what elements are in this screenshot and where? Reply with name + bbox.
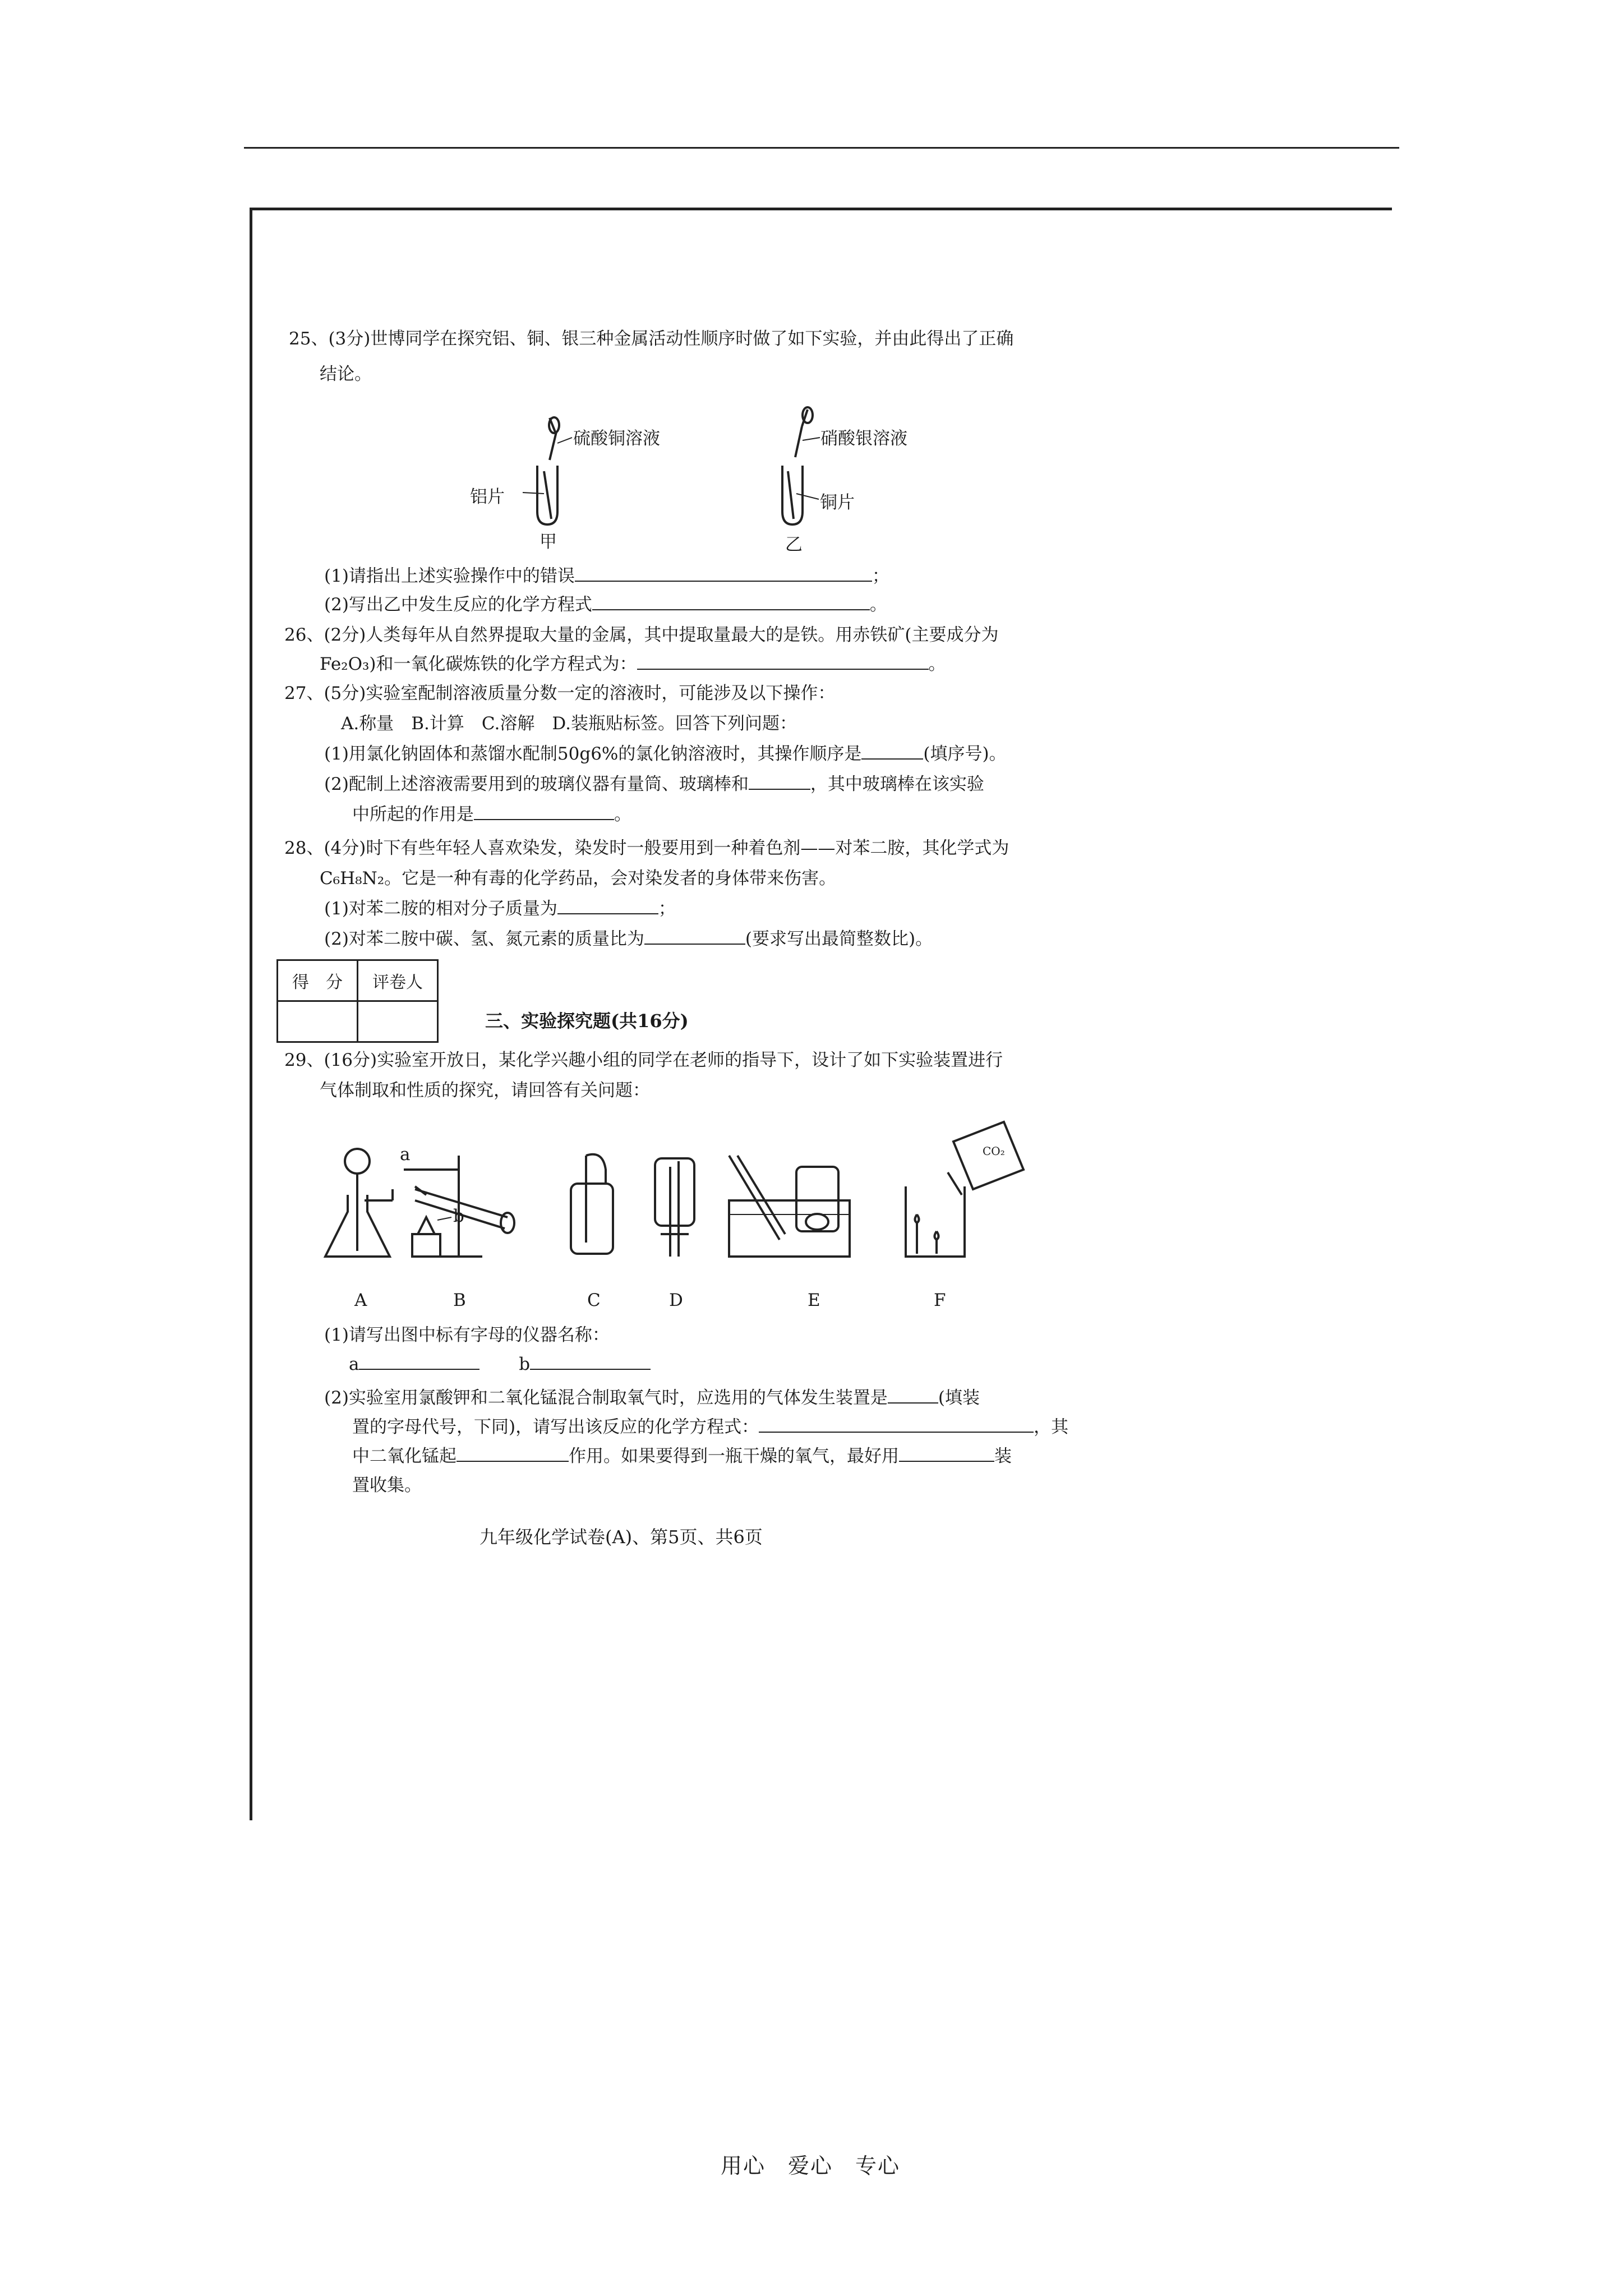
q27-sub2: (2)配制上述溶液需要用到的玻璃仪器有量筒、玻璃棒和 ，其中玻璃棒在该实验	[324, 772, 984, 797]
q25-stem-line1: 25、(3分)世博同学在探究铝、铜、银三种金属活动性顺序时做了如下实验，并由此得出了正确	[289, 329, 1014, 349]
apparatus-caption-f: F	[934, 1290, 946, 1310]
q28-sub1: (1)对苯二胺的相对分子质量为 ；	[324, 896, 676, 921]
q29-sub2-line4: 置收集。	[352, 1475, 422, 1496]
q27-options: A.称量 B.计算 C.溶解 D.装瓶贴标签。回答下列问题：	[341, 714, 797, 734]
grader-cell[interactable]	[358, 1001, 438, 1042]
q29-sub1: (1)请写出图中标有字母的仪器名称：	[324, 1325, 610, 1345]
apparatus-d-bottle	[655, 1158, 694, 1257]
q28-sub2: (2)对苯二胺中碳、氢、氮元素的质量比为 (要求写出最简整数比)。	[324, 927, 933, 951]
apparatus-f-beaker	[906, 1122, 1023, 1257]
frame-top-border	[251, 208, 1392, 210]
q28-line2: C₆H₈N₂。它是一种有毒的化学药品，会对染发者的身体带来伤害。	[320, 868, 837, 889]
q29-collection-blank[interactable]	[899, 1444, 994, 1462]
apparatus-c-bottle	[571, 1154, 613, 1254]
q29-sub2-line3: 中二氧化锰起 作用。如果要得到一瓶干燥的氧气，最好用 装	[352, 1444, 1012, 1469]
q29-sub2: (2)实验室用氯酸钾和二氧化锰混合制取氧气时，应选用的气体发生装置是 (填装	[324, 1386, 980, 1410]
test-tube-yi	[782, 407, 820, 524]
q29-catalyst-blank[interactable]	[457, 1444, 569, 1462]
apparatus-label-b: b	[453, 1206, 464, 1226]
q29-equation-blank[interactable]	[759, 1415, 1034, 1433]
test-tube-jia	[523, 417, 572, 524]
tube-b-metal-label: 铜片	[820, 493, 855, 513]
tube-a-solution-label: 硫酸铜溶液	[573, 429, 660, 449]
q26-line1: 26、(2分)人类每年从自然界提取大量的金属，其中提取量最大的是铁。用赤铁矿(主要成分为	[284, 625, 999, 645]
tube-a-metal-label: 铝片	[470, 487, 505, 507]
tube-a-name-label: 甲	[540, 532, 557, 552]
q29-blank-a[interactable]	[359, 1352, 479, 1370]
q25-sub2: (2)写出乙中发生反应的化学方程式 。	[324, 592, 887, 617]
top-rule	[244, 147, 1399, 149]
q25-stem-line2: 结论。	[320, 364, 372, 384]
apparatus-a-flask	[325, 1149, 393, 1257]
score-header: 得 分	[278, 960, 358, 1001]
q25-sub2-answer-blank[interactable]	[592, 592, 870, 610]
q27-sub2b-answer-blank[interactable]	[474, 802, 614, 820]
apparatus-caption-c: C	[587, 1290, 601, 1310]
q29-line1: 29、(16分)实验室开放日，某化学兴趣小组的同学在老师的指导下，设计了如下实验装置进行	[284, 1050, 1003, 1070]
page-motto: 用心 爱心 专心	[721, 2154, 901, 2178]
q27-line1: 27、(5分)实验室配制溶液质量分数一定的溶液时，可能涉及以下操作：	[284, 683, 836, 703]
q29-line2: 气体制取和性质的探究，请回答有关问题：	[320, 1080, 650, 1101]
tube-b-solution-label: 硝酸银溶液	[820, 429, 907, 449]
q26-answer-blank[interactable]	[637, 652, 929, 670]
q26-line2: Fe₂O₃)和一氧化碳炼铁的化学方程式为： 。	[320, 652, 946, 677]
apparatus-caption-a: A	[354, 1290, 367, 1310]
q28-sub2-answer-blank[interactable]	[644, 927, 745, 945]
co2-label: CO₂	[983, 1144, 1005, 1158]
q28-sub1-answer-blank[interactable]	[557, 896, 658, 914]
grader-header: 评卷人	[358, 960, 438, 1001]
section-3-heading: 三、实验探究题(共16分)	[485, 1010, 689, 1032]
q29-sub1-blanks: a b	[349, 1352, 651, 1377]
apparatus-label-a: a	[400, 1144, 411, 1165]
page-footer: 九年级化学试卷(A)、第5页、共6页	[479, 1526, 763, 1548]
q27-sub1: (1)用氯化钠固体和蒸馏水配制50g6%的氯化钠溶液时，其操作顺序是 (填序号)。	[324, 742, 1007, 766]
q27-sub2-cont: 中所起的作用是 。	[352, 802, 631, 827]
apparatus-caption-e: E	[808, 1290, 820, 1310]
q29-sub2-answer-blank[interactable]	[888, 1386, 938, 1404]
q25-sub1: (1)请指出上述实验操作中的错误 ；	[324, 564, 889, 588]
score-table	[276, 959, 439, 1043]
q25-sub1-answer-blank[interactable]	[575, 564, 872, 582]
tube-b-name-label: 乙	[785, 535, 803, 555]
q29-blank-b[interactable]	[530, 1352, 651, 1370]
score-cell[interactable]	[278, 1001, 358, 1042]
q28-line1: 28、(4分)时下有些年轻人喜欢染发，染发时一般要用到一种着色剂——对苯二胺，其化学式为	[284, 838, 1009, 858]
apparatus-caption-d: D	[669, 1290, 683, 1310]
q27-sub2-answer-blank[interactable]	[749, 772, 810, 790]
apparatus-caption-b: B	[453, 1290, 466, 1310]
apparatus-e-trough	[729, 1156, 850, 1257]
q27-sub1-answer-blank[interactable]	[861, 742, 923, 760]
q29-sub2-line2: 置的字母代号，下同)，请写出该反应的化学方程式： ，其	[352, 1415, 1068, 1439]
frame-left-border	[250, 208, 252, 1820]
